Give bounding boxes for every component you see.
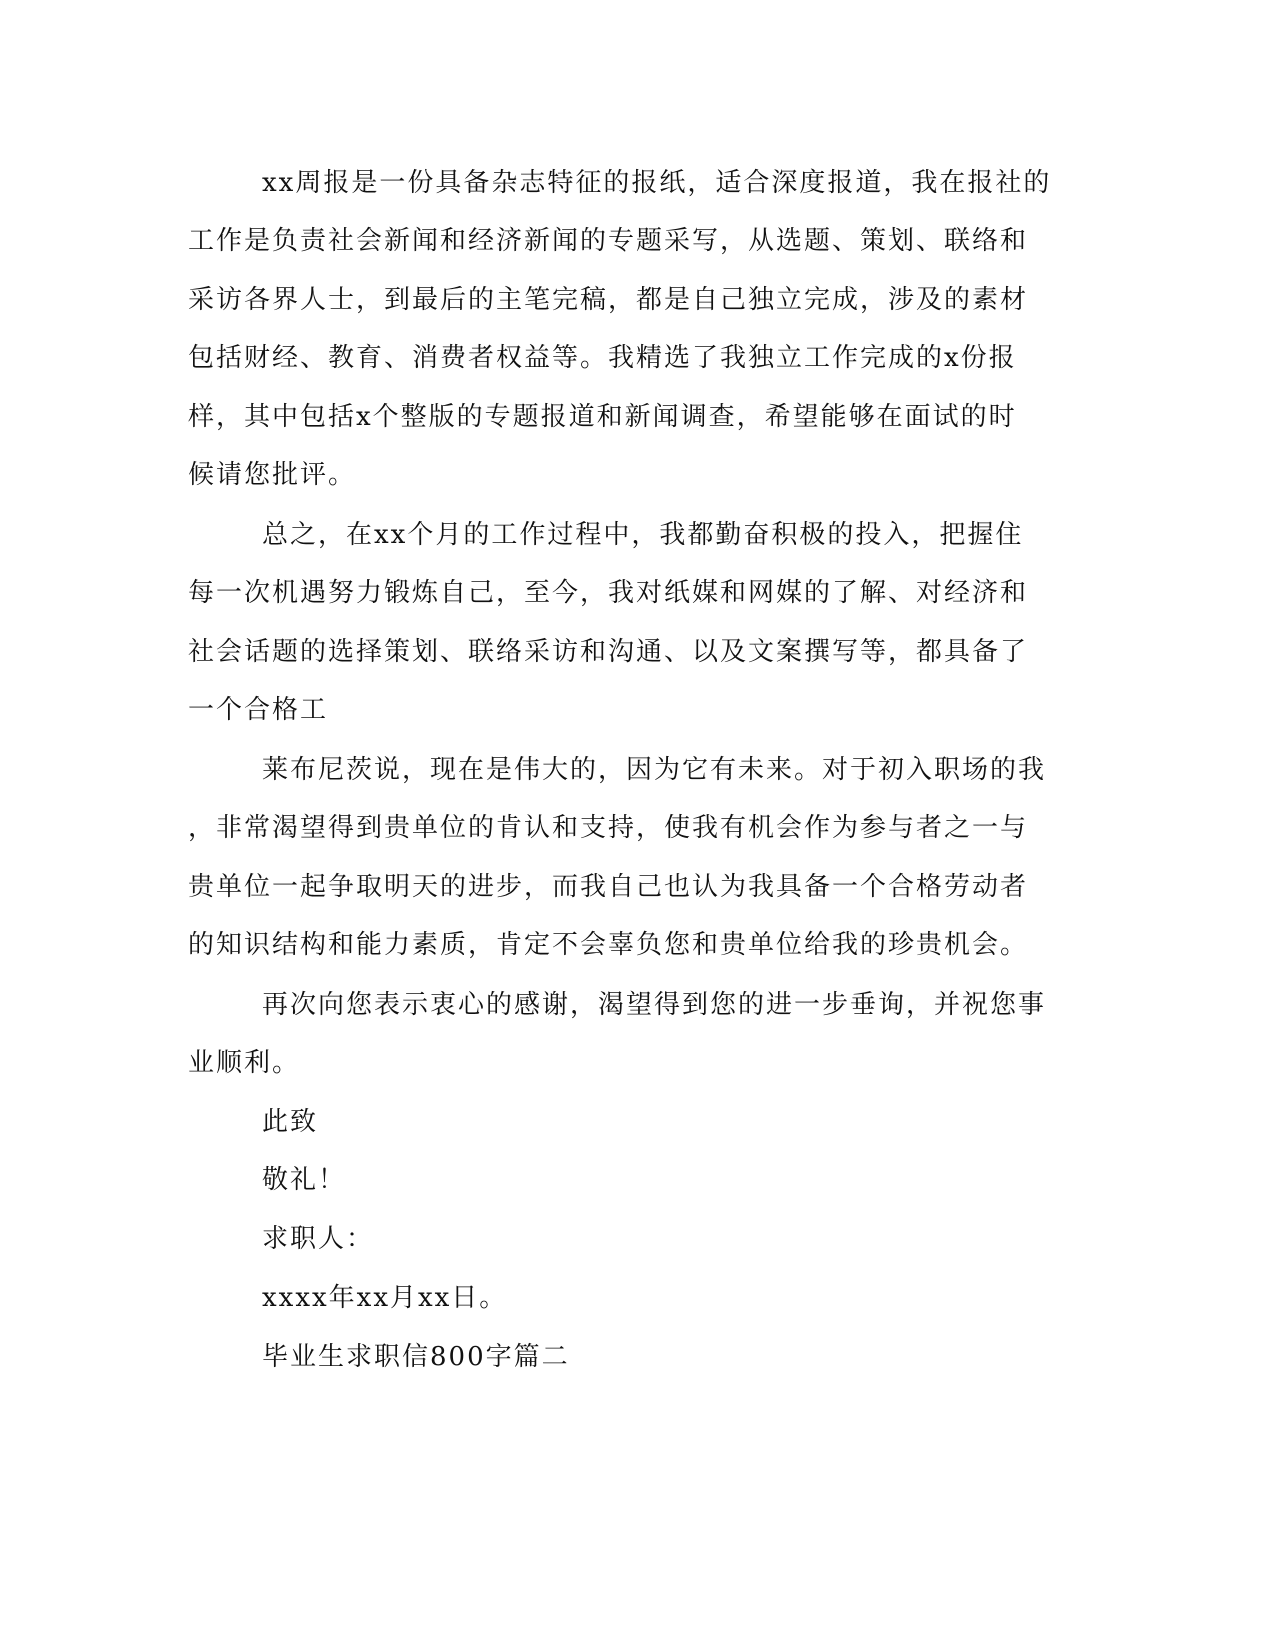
closing-regards: 敬礼！: [262, 1165, 347, 1195]
paragraph-line: 再次向您表示衷心的感谢，渴望得到您的进一步垂询，并祝您事: [262, 990, 1047, 1020]
paragraph-line: 的知识结构和能力素质，肯定不会辜负您和贵单位给我的珍贵机会。: [188, 930, 1029, 960]
paragraph-line: ，非常渴望得到贵单位的肯认和支持，使我有机会作为参与者之一与: [188, 813, 1029, 843]
paragraph-line: 每一次机遇努力锻炼自己，至今，我对纸媒和网媒的了解、对经济和: [188, 578, 1029, 608]
paragraph-line: 候请您批评。: [188, 460, 357, 490]
date-line: xxxx年xx月xx日。: [262, 1283, 508, 1313]
paragraph-line: 业顺利。: [188, 1048, 301, 1078]
paragraph-line: 包括财经、教育、消费者权益等。我精选了我独立工作完成的x份报: [188, 343, 1017, 373]
paragraph-line: xx周报是一份具备杂志特征的报纸，适合深度报道，我在报社的: [262, 168, 1052, 198]
paragraph-line: 贵单位一起争取明天的进步，而我自己也认为我具备一个合格劳动者: [188, 872, 1029, 902]
paragraph-line: 采访各界人士，到最后的主笔完稿，都是自己独立完成，涉及的素材: [188, 285, 1029, 315]
paragraph-line: 一个合格工: [188, 695, 329, 725]
signature-label: 求职人：: [262, 1224, 375, 1254]
paragraph-line: 样，其中包括x个整版的专题报道和新闻调查，希望能够在面试的时: [188, 402, 1017, 432]
closing-salutation: 此致: [262, 1107, 319, 1137]
paragraph-line: 工作是负责社会新闻和经济新闻的专题采写，从选题、策划、联络和: [188, 226, 1029, 256]
section-heading: 毕业生求职信800字篇二: [262, 1342, 570, 1372]
paragraph-line: 总之，在xx个月的工作过程中，我都勤奋积极的投入，把握住: [262, 520, 1024, 550]
paragraph-line: 社会话题的选择策划、联络采访和沟通、以及文案撰写等，都具备了: [188, 637, 1029, 667]
paragraph-line: 莱布尼茨说，现在是伟大的，因为它有未来。对于初入职场的我: [262, 755, 1047, 785]
